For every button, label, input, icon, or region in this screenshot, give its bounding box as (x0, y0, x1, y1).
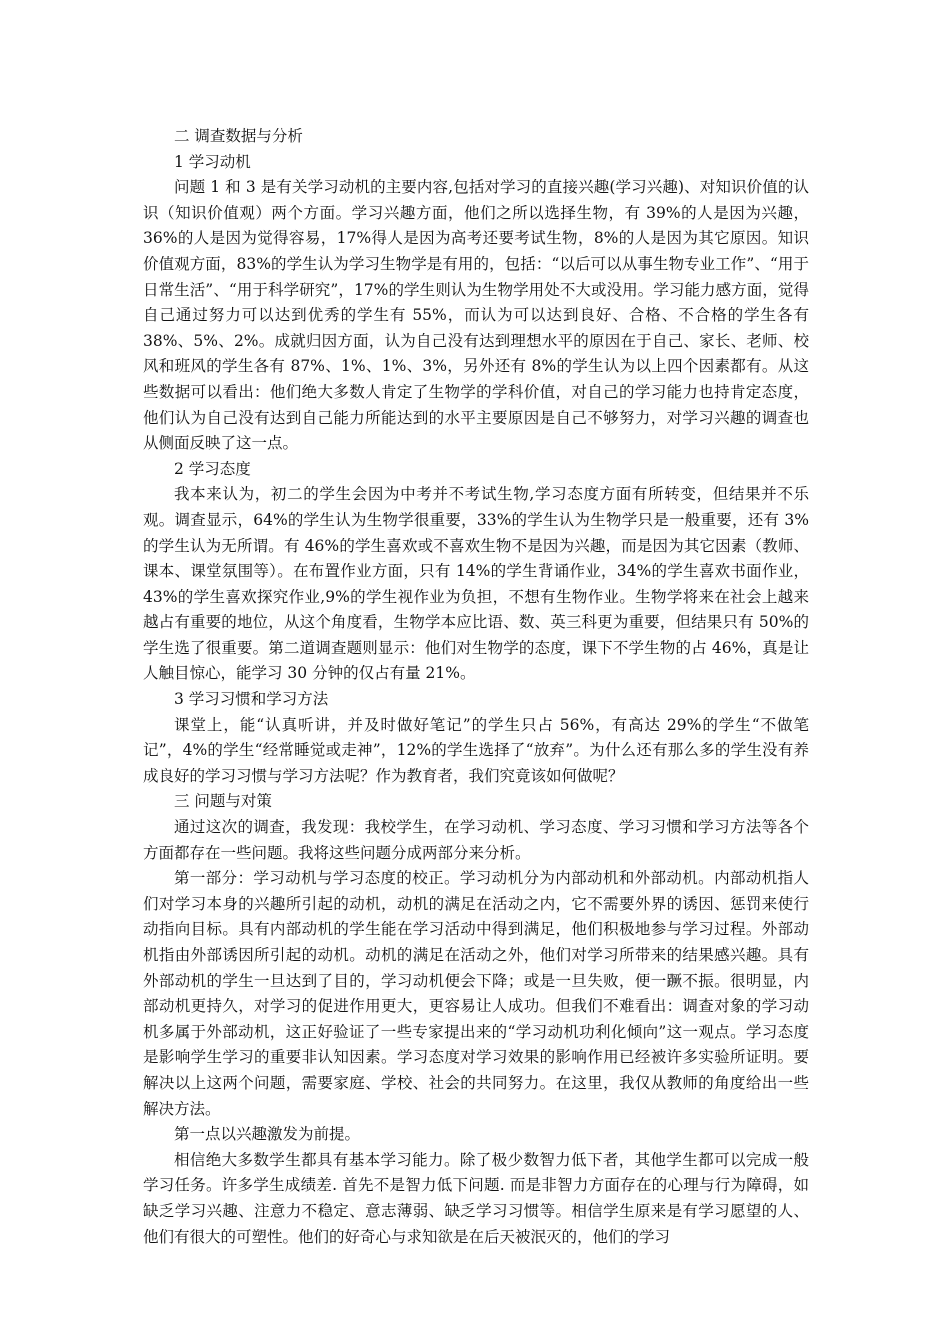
body-paragraph: 第一部分：学习动机与学习态度的校正。学习动机分为内部动机和外部动机。内部动机指人们对学习本身的兴趣所引起的动机，动机的满足在活动之内，它不需要外界的诱因、惩罚来使行动指向目标。具有内部动机的学生能在学习活动中得到满足，他们积极地参与学习过程。外部动机指由外部诱因所引起的动机。动机的满足在活动之外，他们对学习所带来的结果感兴趣。具有外部动机的学生一旦达到了目的，学习动机便会下降；或是一旦失败，便一蹶不振。很明显，内部动机更持久，对学习的促进作用更大，更容易让人成功。但我们不难看出：调查对象的学习动机多属于外部动机，这正好验证了一些专家提出来的“学习动机功利化倾向”这一观点。学习态度是影响学生学习的重要非认知因素。学习态度对学习效果的影响作用已经被许多实验所证明。要解决以上这两个问题，需要家庭、学校、社会的共同努力。在这里，我仅从教师的角度给出一些解决方法。 (143, 869, 809, 1118)
body-paragraph: 问题 1 和 3 是有关学习动机的主要内容,包括对学习的直接兴趣(学习兴趣)、对知识价值的认识（知识价值观）两个方面。学习兴趣方面，他们之所以选择生物，有 39%的人是因为兴趣，36%的人是因为觉得容易，17%得人是因为高考还要考试生物，8%的人是因为其它原因。知识价值观方面，83%的学生认为学习生物学是有用的，包括：“以后可以从事生物专业工作”、“用于日常生活”、“用于科学研究”，17%的学生则认为生物学用处不大或没用。学习能力感方面，觉得自己通过努力可以达到优秀的学生有 55%，而认为可以达到良好、合格、不合格的学生各有 38%、5%、2%。成就归因方面，认为自己没有达到理想水平的原因在于自己、家长、老师、校风和班风的学生各有 87%、1%、1%、3%，另外还有 8%的学生认为以上四个因素都有。从这些数据可以看出：他们绝大多数人肯定了生物学的学科价值，对自己的学习能力也持肯定态度，他们认为自己没有达到自己能力所能达到的水平主要原因是自己不够努力，对学习兴趣的调查也从侧面反映了这一点。 (143, 178, 809, 453)
subsection-heading: 3 学习习惯和学习方法 (174, 690, 329, 709)
body-paragraph: 通过这次的调查，我发现：我校学生，在学习动机、学习态度、学习习惯和学习方法等各个方面都存在一些问题。我将这些问题分成两部分来分析。 (143, 818, 809, 862)
subsection-heading: 2 学习态度 (174, 459, 251, 478)
body-paragraph: 我本来认为，初二的学生会因为中考并不考试生物,学习态度方面有所转变，但结果并不乐观。调查显示，64%的学生认为生物学很重要，33%的学生认为生物学只是一般重要，还有 3%的学生认为无所谓。有 46%的学生喜欢或不喜欢生物不是因为兴趣，而是因为其它因素（教师、课本、课堂氛围等）。在布置作业方面，只有 14%的学生背诵作业，34%的学生喜欢书面作业，43%的学生喜欢探究作业,9%的学生视作业为负担，不想有生物作业。生物学将来在社会上越来越占有重要的地位，从这个角度看，生物学本应比语、数、英三科更为重要，但结果只有 50%的学生选了很重要。第二道调查题则显示：他们对生物学的态度，课下不学生物的占 46%，真是让人触目惊心，能学习 30 分钟的仅占有量 21%。 (143, 485, 809, 683)
section-heading: 二 调查数据与分析 (174, 127, 303, 145)
document-body (143, 124, 809, 1250)
section-heading: 三 问题与对策 (174, 792, 272, 811)
point-heading: 第一点以兴趣激发为前提。 (174, 1125, 361, 1144)
body-paragraph: 相信绝大多数学生都具有基本学习能力。除了极少数智力低下者，其他学生都可以完成一般学习任务。许多学生成绩差. 首先不是智力低下问题. 而是非智力方面存在的心理与行为障碍，如缺乏学习兴趣、注意力不稳定、意志薄弱、缺乏学习习惯等。相信学生原来是有学习愿望的人、他们有很大的可塑性。他们的好奇心与求知欲是在后天被泯灭的，他们的学习 (143, 1150, 809, 1246)
subsection-heading: 1 学习动机 (174, 152, 251, 171)
body-paragraph: 课堂上，能“认真听讲，并及时做好笔记”的学生只占 56%，有高达 29%的学生“不做笔记”，4%的学生“经常睡觉或走神”，12%的学生选择了“放弃”。为什么还有那么多的学生没有养成良好的学习习惯与学习方法呢？作为教育者，我们究竟该如何做呢？ (143, 715, 809, 785)
